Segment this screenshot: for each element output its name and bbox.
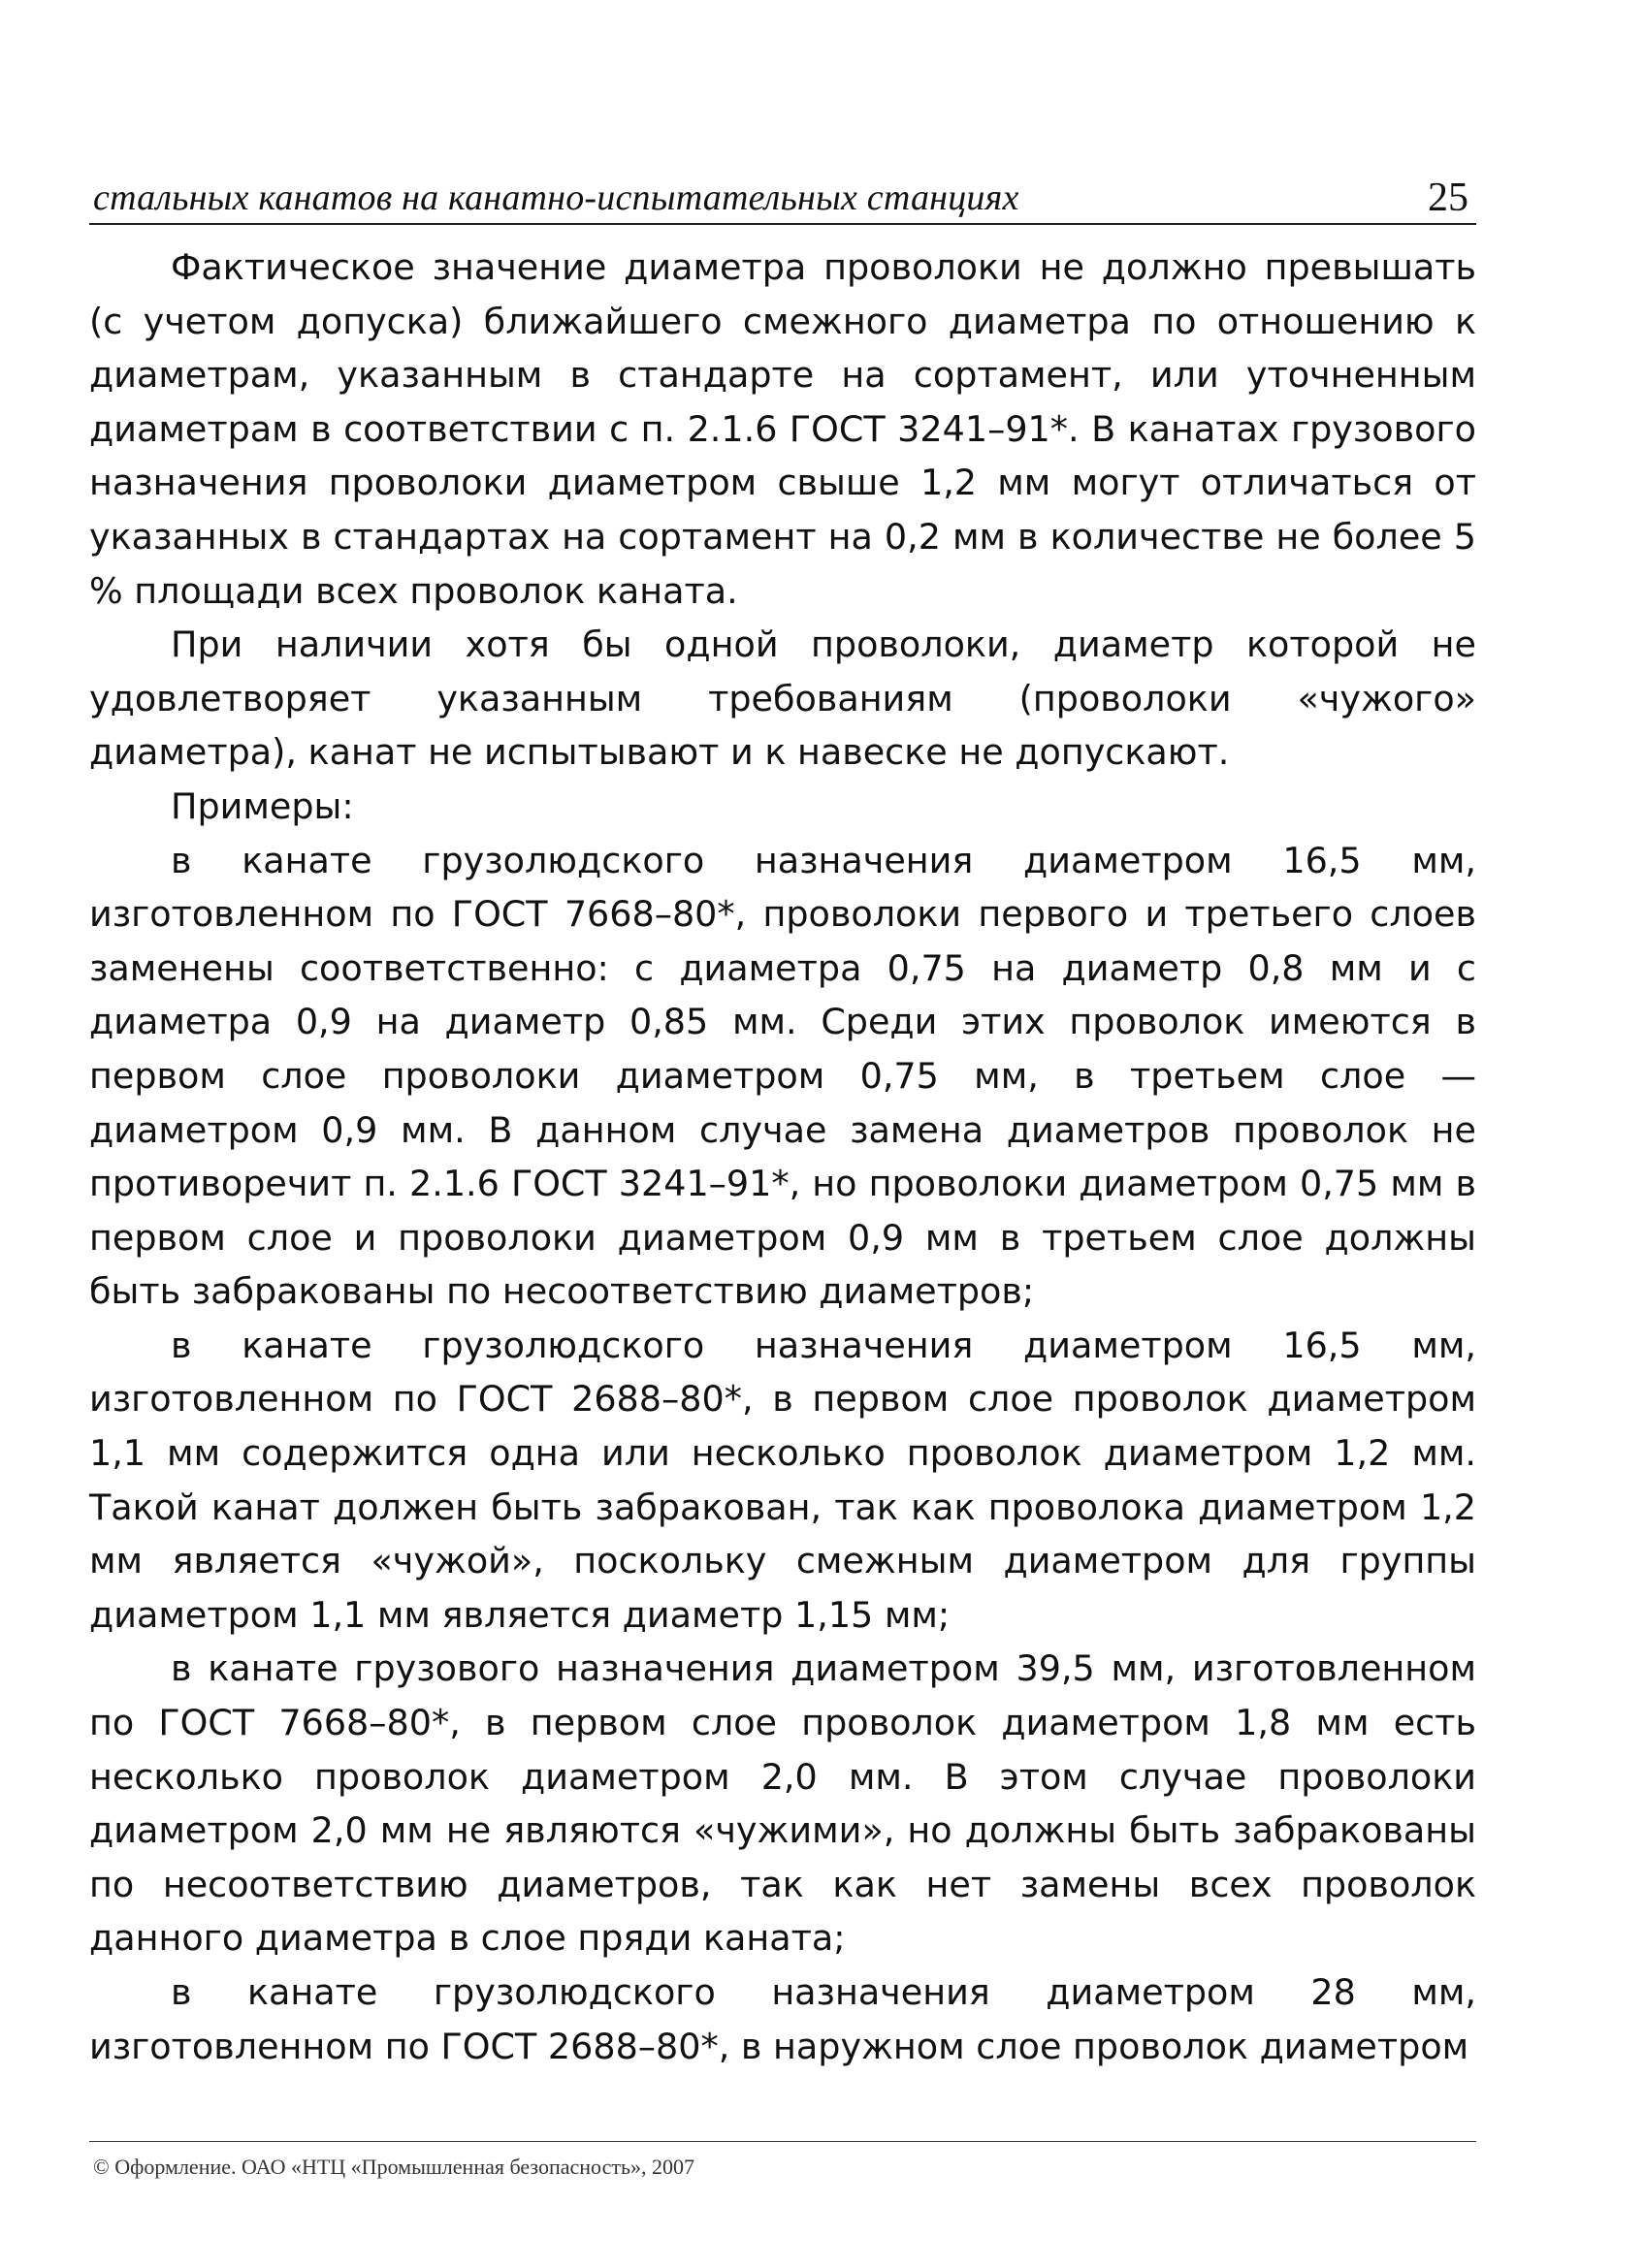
paragraph-example-2: в канате грузолюдского назначения диаметром 16,5 мм, изготовленном по ГОСТ 2688–80*, в первом слое проволок диаметром 1,1 мм содержится одна или несколько проволок диаметром 1,2 мм. Такой канат должен быть забракован, так как проволока диаметром 1,2 мм является «чужой», поскольку смежным диаметром для группы диаметром 1,1 мм является диаметр 1,15 мм; xyxy=(89,1324,1476,1636)
page-number: 25 xyxy=(1428,176,1468,220)
paragraph-example-1: в канате грузолюдского назначения диаметром 16,5 мм, изготовленном по ГОСТ 7668–80*, проволоки первого и третьего слоев заменены соответственно: с диаметра 0,75 на диаметр 0,8 мм и с диаметра 0,9 на диаметр 0,85 мм. Среди этих проволок имеются в первом слое проволоки диаметром 0,75 мм, в третьем слое — диаметром 0,9 мм. В данном случае замена диаметров проволок не противоречит п. 2.1.6 ГОСТ 3241–91*, но проволоки диаметром 0,75 мм в первом слое и проволоки диаметром 0,9 мм в третьем слое должны быть забракованы по несоответствию диаметров; xyxy=(89,839,1476,1313)
footer-divider xyxy=(89,2141,1476,2142)
footer-copyright: © Оформление. ОАО «НТЦ «Промышленная безопасность», 2007 xyxy=(93,2155,695,2179)
paragraph-foreign-wire: При наличии хотя бы одной проволоки, диаметр которой не удовлетворяет указанным требованиям (проволоки «чужого» диаметра), канат не испытывают и к навеске не допускают. xyxy=(89,623,1476,774)
paragraph-example-4: в канате грузолюдского назначения диаметром 28 мм, изготовленном по ГОСТ 2688–80*, в наружном слое проволок диаметром xyxy=(89,1971,1476,2067)
paragraph-examples-heading: Примеры: xyxy=(171,784,354,827)
running-header xyxy=(89,173,1476,225)
paragraph-example-3: в канате грузового назначения диаметром 39,5 мм, изготовленном по ГОСТ 7668–80*, в первом слое проволок диаметром 1,8 мм есть несколько проволок диаметром 2,0 мм. В этом случае проволоки диаметром 2,0 мм не являются «чужими», но должны быть забракованы по несоответствию диаметров, так как нет замены всех проволок данного диаметра в слое пряди каната; xyxy=(89,1647,1476,1960)
running-header-title: стальных канатов на канатно-испытательных станциях xyxy=(93,177,1019,218)
paragraph-actual-diameter: Фактическое значение диаметра проволоки не должно превышать (с учетом допуска) ближайшего смежного диаметра по отношению к диаметрам, указанным в стандарте на сортамент, или уточненным диаметрам в соответствии с п. 2.1.6 ГОСТ 3241–91*. В канатах грузового назначения проволоки диаметром свыше 1,2 мм могут отличаться от указанных в стандартах на сортамент на 0,2 мм в количестве не более 5 % площади всех проволок каната. xyxy=(89,246,1476,612)
body-text xyxy=(89,240,1476,2073)
